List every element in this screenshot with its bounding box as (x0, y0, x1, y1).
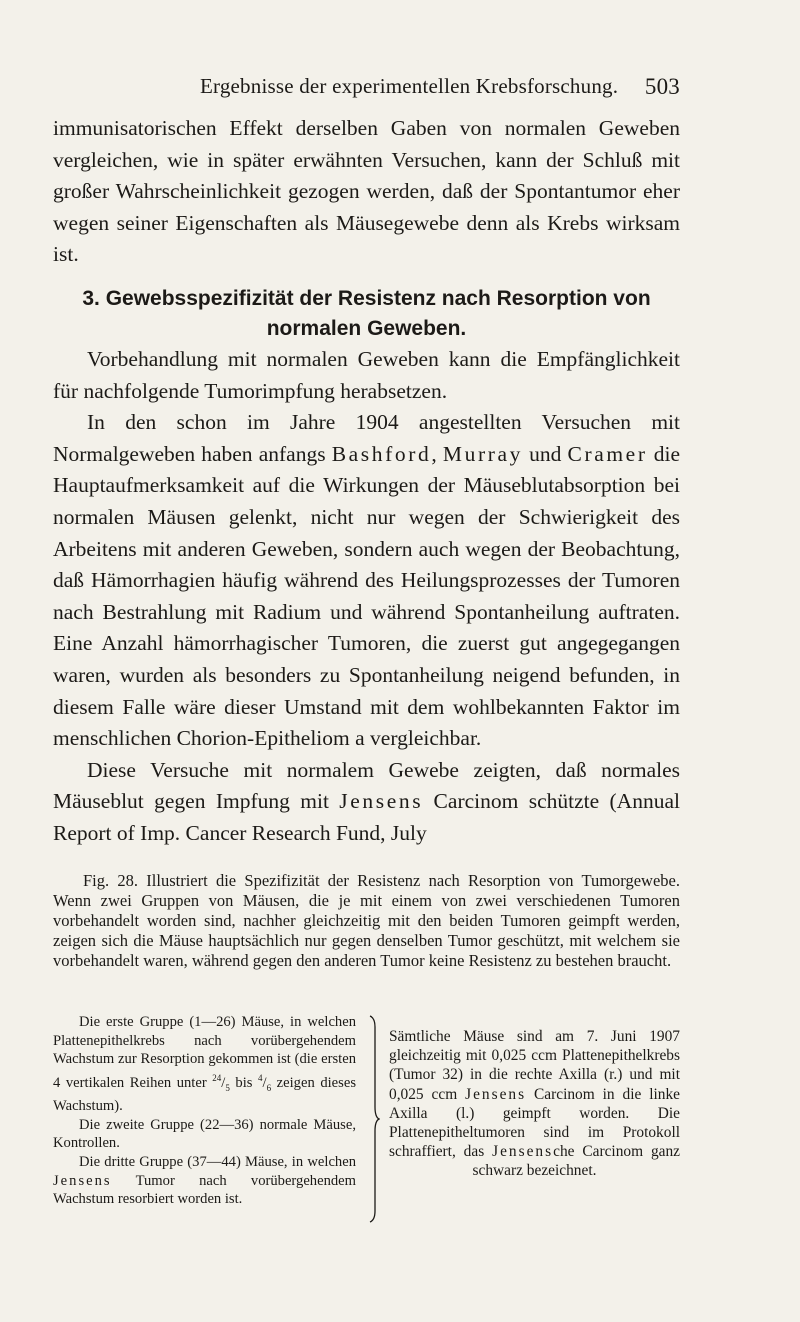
paragraph (53, 407, 680, 755)
paragraph-text: In den schon im Jahre 1904 angestellten Versuchen mit Normalgeweben haben anfangs (53, 410, 680, 466)
legend-text: zeigen dieses Wachstum). (53, 1074, 356, 1115)
legend-paragraph: Die zweite Gruppe (22—36) normale Mäuse, Kontrollen. (53, 1116, 356, 1152)
author-name: Bashford (331, 441, 432, 466)
author-name: Jensens (339, 789, 424, 814)
legend-paragraph (53, 1153, 356, 1209)
page-number: 503 (644, 74, 680, 99)
author-name: Jensens (53, 1172, 112, 1189)
legend-text: bis (229, 1074, 259, 1091)
legend-text: Die erste Gruppe (1—26) Mäuse, in welchen Plattenepithelkrebs nach vorübergehendem Wachstum zur Resorption gekommen ist (die ersten 4 vertikalen Reihen unter (53, 1014, 356, 1091)
fraction-numerator: 4 (258, 1072, 263, 1083)
paragraph (53, 344, 680, 407)
paragraph-text: , (431, 441, 443, 466)
paragraph-text: Carcinom schützte (Annual Report of Imp. Cancer Research Fund, July (53, 789, 680, 845)
fraction-denominator: 5 (225, 1082, 230, 1093)
fraction-denominator: 6 (266, 1082, 272, 1093)
legend-right-column (389, 1027, 680, 1181)
paragraph (53, 755, 680, 850)
author-name: Murray (442, 441, 523, 466)
legend-text: Tumor nach vorübergehendem Wachstum resorbiert worden ist. (53, 1172, 356, 1208)
figure-legend-columns (53, 1013, 680, 1243)
caption-text: Fig. 28. Illustriert die Spezifizität der Resistenz nach Resorption von Tumorgewebe. Wenn zwei Gruppen von Mäusen, die je mit einem von zwei verschiedenen Tumoren vorbehandelt worden sind, nachher gleichzeitig mit den beiden Tumoren geimpft werden, zeigen sich die Mäuse hauptsächlich nur gegen denselben Tumor geschützt, mit welchem sie vorbehandelt waren, während gegen den anderen Tumor keine Resistenz zu bestehen braucht. (53, 871, 680, 970)
author-name: Cramer (567, 441, 648, 466)
legend-paragraph: Die erste Gruppe (1—26) Mäuse, in welchen Plattenepithelkrebs nach vorübergehendem Wachstum zur Resorption gekommen ist (die ersten 4 vertikalen Reihen unter $^{24}/_5$ bis $^4/_6$ zeigen dieses Wachstum). (53, 1014, 356, 1115)
section-heading: 3. Gewebsspezifizität der Resistenz nach Resorption von normalen Geweben. (82, 286, 651, 340)
paragraph-text: die Hauptaufmerksamkeit auf die Wirkungen der Mäuseblutabsorption bei normalen Mäusen gelenkt, nicht nur wegen der Schwierigkeit des Arbeitens mit anderen Geweben, sondern auch wegen der Beobachtung, daß Hämorrhagien häufig während des Heilungsprozesses der Tumoren nach Bestrahlung mit Radium und während Spontanheilung auftraten. Eine Anzahl hämorrhagischer Tumoren, die zuerst gut angegegangen waren, wurden als besonders zu Spontanheilung neigend befunden, in diesem Falle wäre dieser Umstand mit dem wohlbekannten Faktor im menschlichen Chorion-Epitheliom a vergleichbar. (53, 441, 681, 751)
figure-caption (53, 871, 680, 971)
fraction-numerator: 24 (212, 1072, 222, 1083)
paragraph-text: immunisatorischen Effekt derselben Gaben von normalen Geweben vergleichen, wie in später erwähnten Versuchen, kann der Schluß mit großer Wahrscheinlichkeit gezogen werden, daß der Spontantumor eher wegen seiner Eigenschaften als Mäusegewebe denn als Krebs wirksam ist. (53, 116, 680, 267)
curly-brace-icon (368, 1015, 380, 1223)
paragraph-text: Diese Versuche mit normalem Gewebe zeigten, daß normales Mäuseblut gegen Impfung mit (53, 757, 680, 814)
running-title: Ergebnisse der experimentellen Krebsforschung. (200, 74, 619, 98)
author-name: Jensens (492, 1143, 554, 1161)
legend-paragraph (389, 1027, 680, 1181)
paragraph-text: und (522, 441, 568, 466)
legend-text: Die dritte Gruppe (37—44) Mäuse, in welchen (79, 1153, 356, 1170)
running-header (200, 74, 680, 106)
main-text (53, 113, 680, 849)
legend-text: Sämtliche Mäuse sind am 7. Juni 1907 gleichzeitig mit 0,025 ccm Plattenepithelkrebs (Tumor 32) in die rechte Axilla (r.) und mit 0,025 ccm (389, 1028, 680, 1103)
paragraph (53, 113, 680, 271)
legend-text: Carcinom in die linke Axilla (l.) geimpft worden. Die Plattenepitheltumoren sind im Protokoll schraffiert, das (389, 1085, 680, 1161)
author-name: Jensens (465, 1085, 527, 1103)
legend-text: che Carcinom ganz schwarz bezeichnet. (472, 1143, 680, 1180)
paragraph-text: Vorbehandlung mit normalen Geweben kann die Empfänglichkeit für nachfolgende Tumorimpfung herabsetzen. (53, 346, 680, 403)
legend-left-column (53, 1013, 356, 1209)
